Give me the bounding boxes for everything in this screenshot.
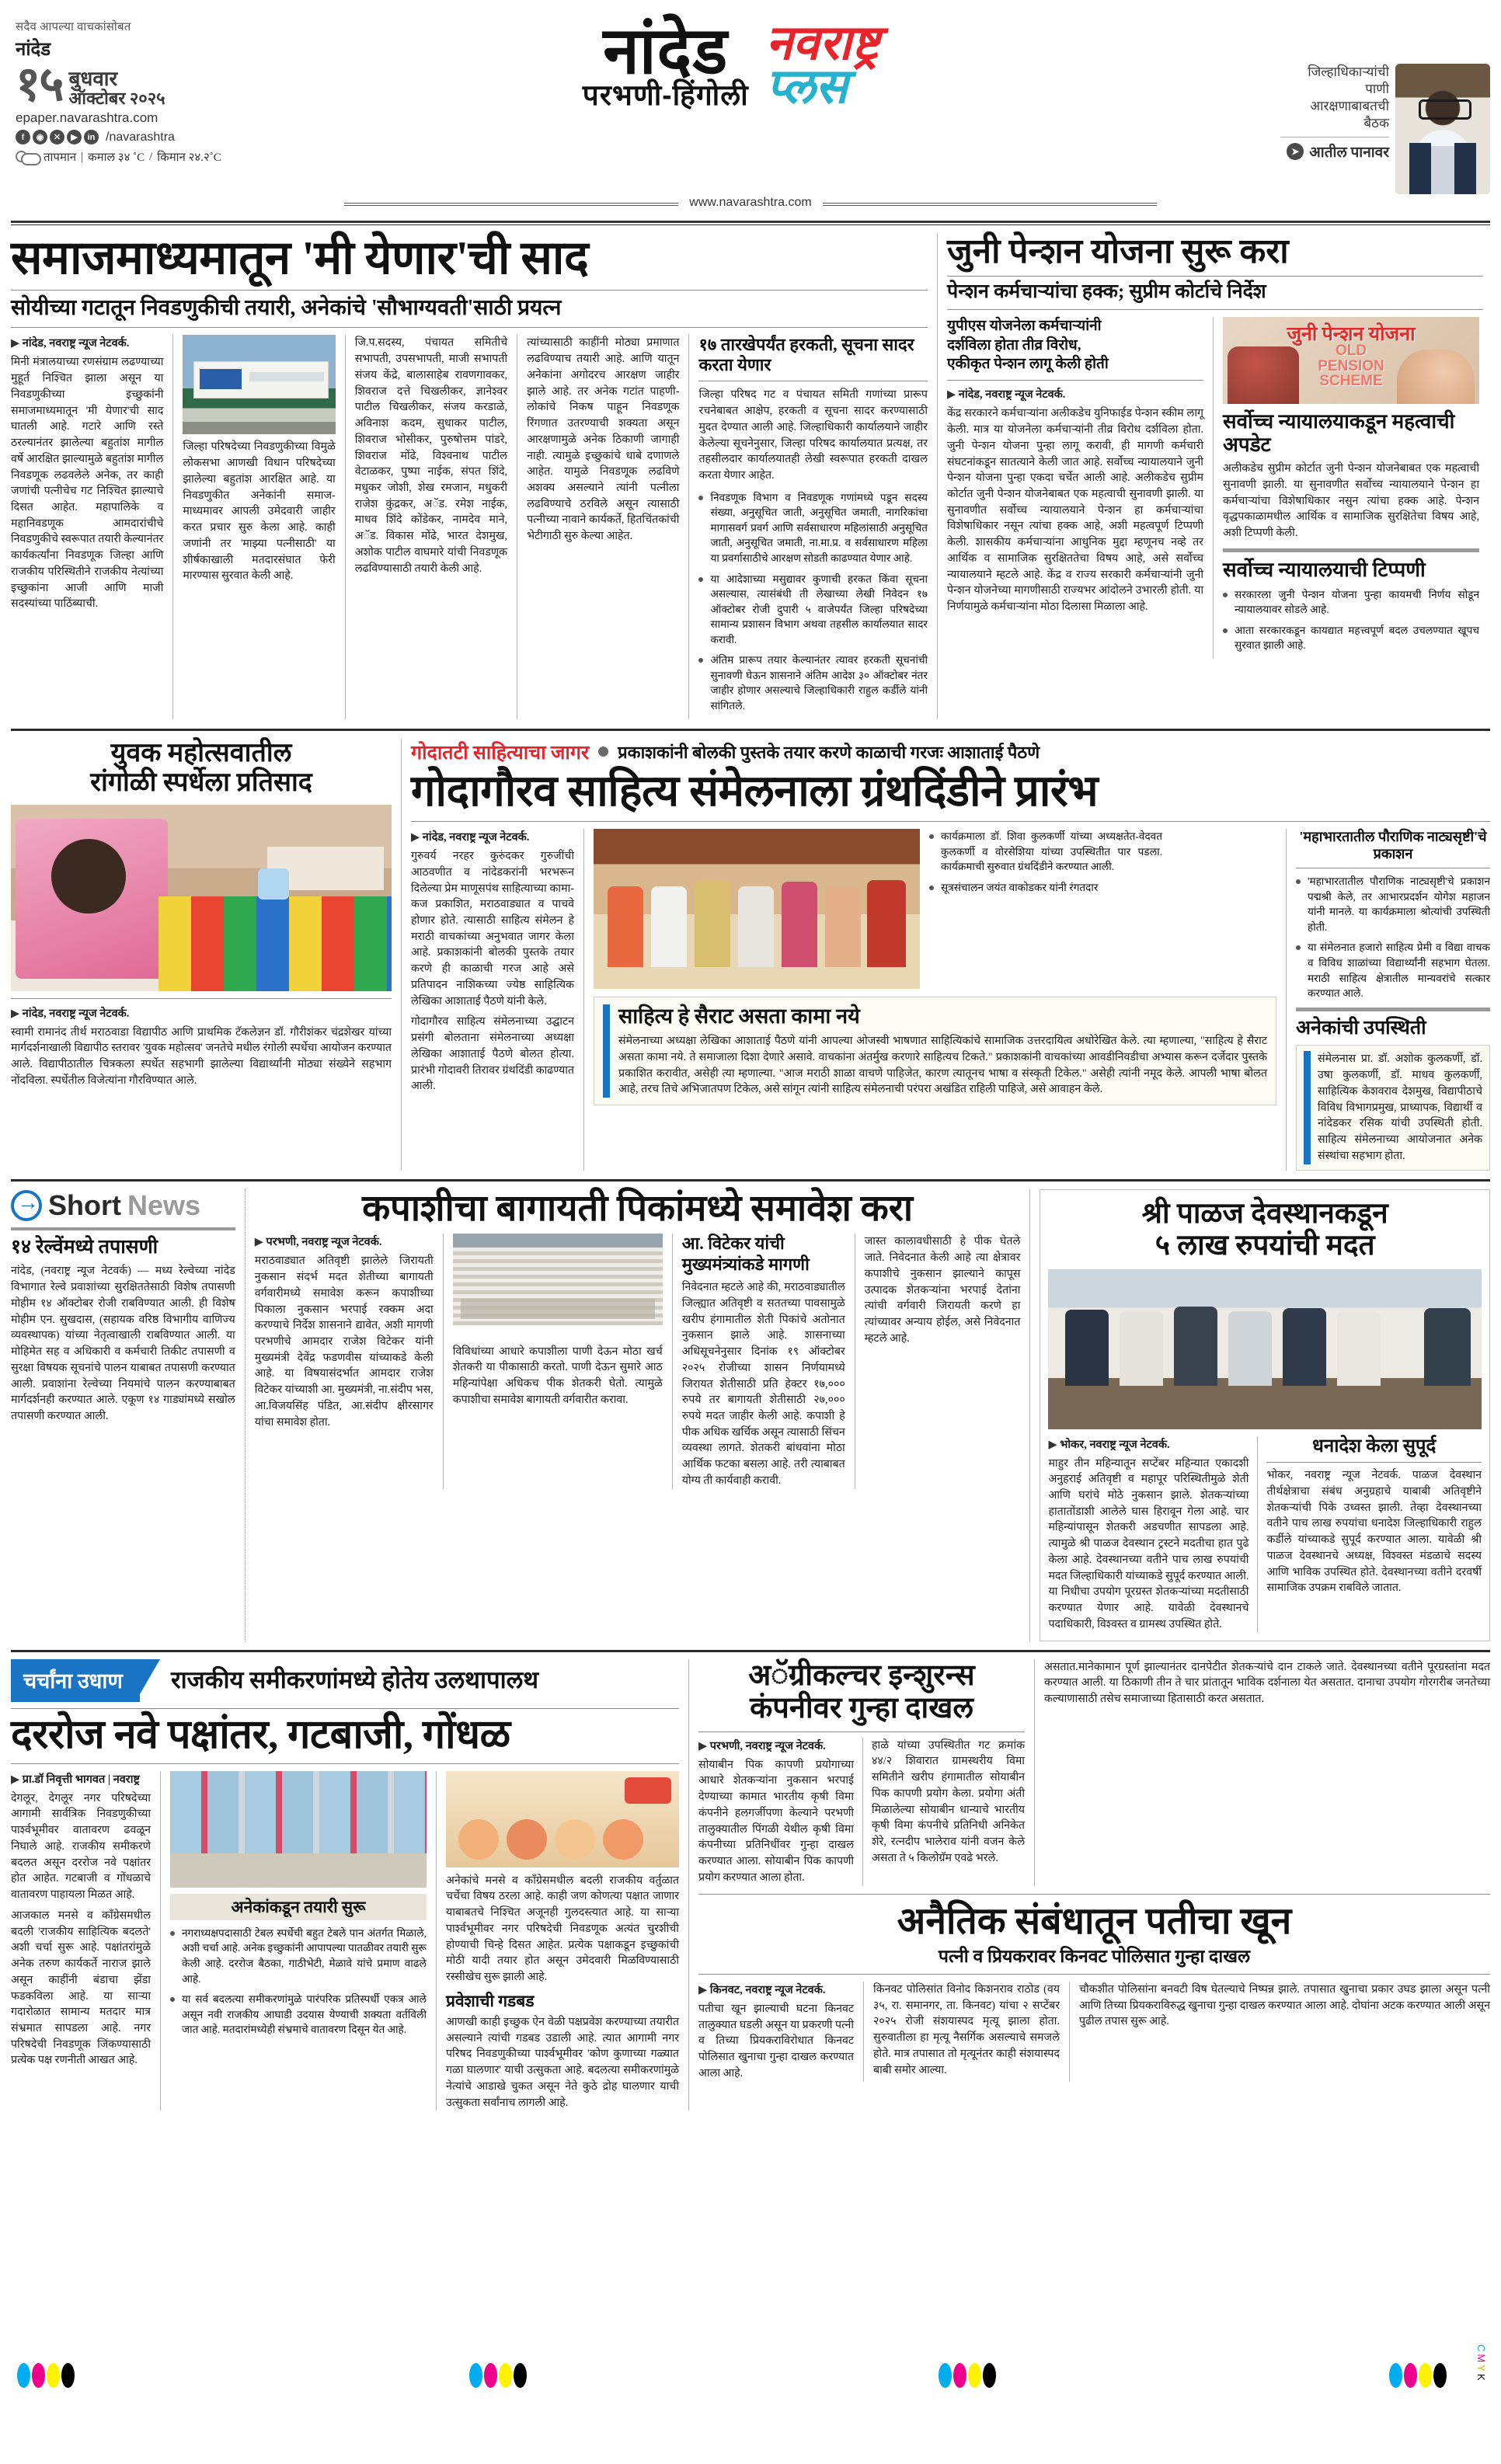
khoon-col2-text: किनवट पोलिसांत विनोद किशनराव राठोड (वय ३५, रा. समानगर, ता. किनवट) यांचा २ सप्टेंबर २०२५ रोजी संशयास्पद मृत्यू झाला होता. सुरुवातीला हा मृत्यू नैसर्गिक असल्याचे समजले होते. मात्र तपासात तो मृत्यूनंतर काही संशयास्पद बाबी समोर आल्या. — [873, 1982, 1060, 2076]
logo-sub-text: परभणी-हिंगोली — [582, 78, 749, 111]
charcha-bullet-1: नगराध्यक्षपदासाठी टेबल स्पर्धेची बहुत टेबले पान अंतर्गत मिळाले, अशी चर्चा आहे. अनेक इच्छुकांनी आपापल्या पातळीवर तयारी सुरू केली आहे. दररोज बैठका, गाठीभेटी, मेळावे यांचे प्रमाण वाढले आहे. — [170, 1926, 427, 1986]
pension-kicker: युपीएस योजनेला कर्मचाऱ्यांनी दर्शविला होता तीव्र विरोध, एकीकृत पेन्शन लागू केली होती — [947, 318, 1109, 373]
lead-byline: ▶ नांदेड, नवराष्ट्र न्यूज नेटवर्क. — [11, 337, 130, 350]
kapus-col-2 — [682, 1234, 845, 1488]
masthead-weekday: बुधवार — [68, 67, 118, 90]
palaj-extra-col — [1044, 1659, 1490, 1886]
section-rule-3 — [11, 1650, 1490, 1652]
khoon-byline: ▶ किनवट, नवराष्ट्र न्यूज नेटवर्क. — [698, 1983, 826, 1996]
masthead-tagline: सदैव आपल्या वाचकांसोबत — [16, 21, 131, 33]
pension-left — [947, 317, 1203, 659]
promo-line-3: आरक्षणाबाबतची — [1310, 99, 1389, 114]
pension-sub2-head: सर्वोच्च न्यायालयाची टिप्पणी — [1223, 558, 1426, 581]
promo-more-link[interactable] — [1287, 141, 1389, 162]
sahitya-col1-text: गुरुवर्य नरहर कुरुंदकर गुरुजींची आठवणीत व नांदेडकरांनी भरभरून दिलेल्या प्रेम माणूसपंथ साहित्याच्या कामा-कज प्रकाशित, मराठवाड्यात व पाचवे होणार होते. त्यासाठी साहित्य संमेलन हे मराठी वाचकांच्या अनुभवात जागर केला आहे. प्रकाशकांनी बोलकी पुस्तके तयार करणे ही काळाची गरज आहे असे प्रतिपादन नाशिकच्या ज्येष्ठ साहित्यिक लेखिका आशाताई पैठणे यांनी केले. — [411, 850, 574, 1008]
charcha-col2-text: अनेकांचे मनसे व काँग्रेसमधील बदली राजकीय वर्तुळात चर्चेचा विषय ठरला आहे. काही जण कोणत्या पक्षात जाणार याबाबतचे निश्चित अजूनही गुलदस्त्यात आहे. या साऱ्या पार्श्वभूमीवर नगर परिषदेची निवडणूक अत्यंत चुरशीची होण्याची चिन्हे दिसत आहेत. प्रत्येक पक्षाकडून इच्छुकांची मोठी यादी तयार होत असून उमेदवारी मिळविण्यासाठी रस्सीखेच सुरू झाली आहे. — [446, 1874, 679, 1984]
promo-line-1: जिल्हाधिकाऱ्यांची — [1308, 64, 1389, 79]
epaper-url[interactable]: epaper.navarashtra.com — [16, 110, 158, 126]
sahitya-dots-col — [929, 829, 1162, 989]
website-url[interactable]: www.navarashtra.com — [689, 196, 812, 209]
section-rule-1 — [11, 729, 1490, 731]
lead-headline[interactable]: समाजमाध्यमातून 'मी येणार'ची साद — [11, 232, 589, 284]
charcha-mid — [170, 1771, 427, 2111]
sahitya-dot-list — [929, 829, 1162, 895]
cmyk-m: M — [1475, 2354, 1487, 2365]
palaj-col-1 — [1048, 1436, 1249, 1633]
kapus-story — [255, 1189, 1021, 1641]
lead-sidebar-box — [698, 335, 928, 719]
khoon-col3-text: चौकशीत पोलिसांना बनवटी विष घेतल्याचे निष्पन्न झाले. तपासात खुनाचा प्रकार उघड झाला असून पत्नी आणि तिच्या प्रियकराविरुद्ध खुनाचा गुन्हा दाखल करण्यात आला आहे. दोघांना अटक करण्यात आली असून पुढील तपास सुरू आहे. — [1079, 1982, 1490, 2028]
sahitya-quote-box — [594, 997, 1276, 1105]
sahitya-right-body: संमेलनास प्रा. डॉ. अशोक कुलकर्णी, डॉ. उषा कुलकर्णी, डॉ. माधव कुलकर्णी, साहित्यिक केशवराव देशमुख, विद्यापीठाचे विविध विभागप्रमुख, प्राध्यापक, विद्यार्थी व नांदेडकर रसिक यांची उपस्थिती होती. साहित्य संमेलनाच्या आयोजनात अनेक संस्थांचा सहभाग होता. — [1318, 1053, 1482, 1162]
promo-line-4: बैठक — [1363, 116, 1389, 131]
header-rule-thin — [11, 224, 1490, 225]
sahitya-photo-wrap — [594, 829, 920, 989]
masthead-promo[interactable] — [1214, 19, 1490, 194]
rangoli-headline[interactable]: युवक महोत्सवातील रांगोळी स्पर्धेला प्रतिसाद — [90, 738, 312, 797]
sahitya-col2-text: गोदागौरव साहित्य संमेलनाच्या उद्घाटन प्रसंगी बोलताना संमेलनाच्या अध्यक्षा लेखिका आशाताई पैठणे बोलत होत्या. प्रारंभी गोदावरी तिरावर ग्रंथदिंडी काढण्यात आली. — [411, 1015, 574, 1093]
lead-box-head: १७ तारखेपर्यंत हरकती, सूचना सादर करता येणार — [698, 335, 914, 375]
agri-left — [698, 1659, 1025, 1886]
sahitya-right-col — [1296, 829, 1490, 1171]
raised-fist-graphic — [1228, 346, 1299, 404]
agri-col2-text: हाळे यांच्या उपस्थितीत गट क्रमांक ४४/२ शिवारात ग्रामस्थरीय विमा समितीने खरीप हंगामातील सोयाबीन पिक कापणी प्रयोग केला. प्रयोगा अंती मिळालेल्या सोयाबीन धान्याचे भारतीय कृषी विमा कंपनीचे प्रतिनिधी अनिकेत शेरे, रत्नदीप भालेराव यांनी वजन केले असता ते ५ किलोग्रॅम एवढे भरले. — [872, 1738, 1025, 1864]
weather-sep: | — [81, 150, 84, 163]
pension-bullet-1: सरकारला जुनी पेन्शन योजना पुन्हा कायमची निर्णय सोडून न्यायालयावर सोडले आहे. — [1223, 587, 1479, 618]
lead-story — [11, 233, 928, 719]
palaj-headline[interactable]: श्री पाळज देवस्थानकडून ५ लाख रुपयांची मदत — [1141, 1197, 1388, 1262]
palaj-sub-body: भोकर, नवराष्ट्र न्यूज नेटवर्क. पाळज देवस्थान तीर्थक्षेत्राचा संबंध अनुग्रहाचे याबाबी अतिवृष्टीने शेतकऱ्यांची पिके उध्वस्त झाली. तेव्हा देवस्थानच्या वतीने पाच लाख रुपयांचा धनादेश जिल्हाधिकारी राहुल कर्डीले यांच्याकडे सुपूर्द करण्यात आला. यावेळी श्री पाळज देवस्थानचे अध्यक्ष, विश्वस्त मंडळाचे सदस्य आणि भाविक उपस्थित होते. देवस्थानच्या वतीने दरवर्षी सामाजिक उपक्रम राबविले जातात. — [1266, 1469, 1482, 1595]
charcha-sub2-body: आणखी काही इच्छुक ऐन वेळी पक्षप्रवेश करण्याच्या तयारीत असल्याने त्यांची गडबड उडाली आहे. त्यात आगामी नगर परिषद निवडणुकीच्या पार्श्वभूमीवर 'कोण कुणाच्या गळ्यात गळा घालणार' याची उत्सुकता आहे. बदलत्या समीकरणांमुळे नेत्यांचे आडाखे चुकत असून नेते कुठे द्रोह घालणार याची उत्सुकता सर्वांनाच लागली आहे. — [446, 2016, 679, 2109]
bullet-dot-icon — [598, 747, 608, 757]
weather-min: किमान २४.२˚C — [157, 151, 221, 165]
arrow-right-icon: ➤ — [1287, 143, 1304, 160]
mid-section — [11, 739, 1490, 1171]
pension-promo-image — [1223, 317, 1479, 404]
palaj-col-2 — [1266, 1436, 1482, 1633]
weather-label: तापमान — [44, 151, 77, 165]
pension-sub1-body: अलीकडेच सुप्रीम कोर्टात जुनी पेन्शन योजनेबाबत एक महत्वाची सुनावणी झाली. या सुनावणीत सर्वोच्च न्यायालयाने पेन्शन हा कर्मचाऱ्यांचा विशेषाधिकार नसुन त्यांचा हक्क आहे. पेन्शन वृद्धपकाळामधील आर्थिक व सामाजिक सुरक्षितेचा विषय आहे, अशी टिप्पणी केली. — [1223, 462, 1479, 540]
charcha-photo — [170, 1771, 427, 1888]
sahitya-right-dot-1: 'महाभारतातील पौराणिक नाट्यसृष्टी'चे प्रकाशन पद्मश्री केले, तर आभारप्रदर्शन योगेश महाजन यांनी मानले. या कार्यक्रमाला श्रोत्यांची उपस्थिती होती. — [1296, 874, 1490, 934]
kapus-photo — [453, 1234, 663, 1325]
rule-right — [823, 203, 1157, 204]
header-rule-thick — [11, 221, 1490, 223]
charcha-sub2-head: प्रवेशाची गडबड — [446, 1991, 535, 2010]
weather-strip — [16, 149, 249, 165]
khoon-col1-text: पतीचा खून झाल्याची घटना किनवट तालुक्यात घडली असून या प्रकरणी पत्नी व तिच्या प्रियकराविरोधात किनवट पोलिसात खुनाचा गुन्हा दाखल करण्यात आला आहे. — [698, 2002, 854, 2079]
arrow-circle-icon — [11, 1190, 42, 1221]
sahitya-kicker-red: गोदातटी साहित्याचा जागर — [411, 742, 590, 764]
lead-col-1 — [11, 335, 163, 719]
facebook-icon[interactable]: f — [16, 130, 30, 144]
cmyk-c: C — [1475, 2344, 1487, 2354]
linkedin-icon[interactable]: in — [84, 130, 99, 144]
lead-bullet-3: अंतिम प्रारूप तयार केल्यानंतर त्यावर हरकती सूचनांची सुनावणी घेऊन शासनाने अंतिम आदेश ३० ऑक्टोबर नंतर जाहीर होणार असल्याचे जिल्हाधिकारी राहुल कर्डीले यांनी सांगितले. — [698, 653, 928, 713]
sahitya-kicker-row — [411, 739, 1490, 765]
short-news — [11, 1189, 235, 1641]
charcha-columns — [11, 1771, 679, 2111]
lead-col4-text: त्यांच्यासाठी काहींनी मोठ्या प्रमाणात लढविण्याच तयारी आहे. आणि यातून अनेकांना अगोदरच आरक्षण जाहीर झाले आहे. तर अनेक गटांत पाहणी-लोकांचे निकष पाहून निवडणूक रिंगणात उतरण्याची शक्यता असून आरक्षणामुळे अनेक ठिकाणी जागाही नाही. त्यामुळे इच्छुकांचे धाबे दणाणले आहेत. यामुळे निवडणूक लढविणे अशक्य असल्याने त्यांनी पत्नीला लढविण्याचे ठरविले असून त्यासाठी पत्नीच्या नावाने कार्यकर्ते, हितचिंतकांची भेटीगाठी सुरु केल्या आहेत. — [527, 336, 680, 543]
masthead-month-year: ऑक्टोबर २०२५ — [68, 88, 165, 108]
sahitya-dot-1: कार्यक्रमाला डॉ. शिवा कुलकर्णी यांच्या अध्यक्षतेत-वेदवत कुलकर्णी व वोरसेशिया यांच्या उपस्थितीत पार पडला. कार्यक्रमाची सुरुवात ग्रंथदिंडीने करण्यात आली. — [929, 829, 1162, 875]
pension-subhead: पेन्शन कर्मचाऱ्यांचा हक्क; सुप्रीम कोर्टाचे निर्देश — [947, 281, 1266, 303]
charcha-headline[interactable]: दररोज नवे पक्षांतर, गटबाजी, गोंधळ — [11, 1712, 510, 1757]
palaj-photo — [1048, 1269, 1482, 1429]
palaj-sub-head: धनादेश केला सुपूर्द — [1312, 1436, 1437, 1456]
kapus-col3-text: विविधांच्या आधारे कपाशीला पाणी देऊन मोठा खर्च शेतकरी या पीकासाठी करतो. पाणी देऊन सुमारे आठ महिन्यांपेक्षा अधिकच पीक शेतकरी घेतो. त्यामुळे कपाशीचा समावेश बागायती वर्गवारीत करावा. — [452, 1345, 663, 1406]
palaj-extra-text: असतात.मानेकामान पूर्ण झाल्यानंतर दानपेटीत शेतकऱ्यांचे दान टाकले जाते. देवस्थानच्या वतीने पूरग्रस्तांना मदत करण्यात आली. या ठिकाणी तीन ते चार प्रांतातून भाविक दर्शनाला येत असतात. दानाचा उपयोग गोरगरीब जनतेच्या कल्याणासाठी तसेच समाजाच्या हितासाठी करत असतात. — [1044, 1660, 1490, 1706]
charcha-story — [11, 1659, 679, 2111]
kapus-subhead: आ. विटेकर यांची मुख्यमंत्र्यांकडे मागणी — [681, 1234, 810, 1274]
cmyk-registration-marks — [0, 2363, 1501, 2389]
logo-brand-navarashtra: नवराष्ट्र — [765, 16, 880, 70]
sahitya-kicker-black: प्रकाशकांनी बोलकी पुस्तके तयार करणे काळाची गरजः आशाताई पैठणे — [618, 742, 1040, 762]
kapus-col1-text: मराठवाड्यात अतिवृष्टी झालेले जिरायती नुकसान संदर्भ मदत शेतीच्या बागायती वर्गवारीमध्ये समावेश करून कपाशीच्या पिकाला नुकसान भरपाई रक्कम अदा करण्याचे निर्देश शासनाने द्यावेत, अशी मागणी परभणीचे आमदार राजेश विटेकर यांनी मुख्यमंत्री देवेंद्र फडणवीस यांच्याकडे केली आहे. या विषयासंदर्भात आमदार राजेश विटेकर यांच्याशी आ. मुख्यमंत्री, ना.संदीप भस, आ.विजयसिंह पंडित, आ.संदीप क्षीरसागर यांचा समावेश होता. — [254, 1255, 434, 1429]
social-handle: /navarashtra — [106, 130, 175, 144]
masthead-dateline — [16, 58, 249, 111]
charcha-col-last-text: आजकाल मनसे व काँग्रेसमधील बदली 'राजकीय साहित्यिक बदलते' अशी चर्चा सुरू आहे. पक्षांतरांमुळे अनेक तरुण कार्यकर्ते नाराज झाले असून काहींनी बंडाचा झेंडा फडकविला आहे. या साऱ्या गदारोळात सामान्य मतदार मात्र संभ्रमात सापडला आहे. नगर परिषदेची निवडणूक जिंकण्यासाठी प्रत्येक पक्ष रणनीती आखत आहे. — [11, 1909, 151, 2067]
masthead-day: १५ — [16, 58, 63, 111]
pension-promo-title: जुनी पेन्शन योजना — [1287, 324, 1416, 346]
pension-story — [947, 233, 1483, 719]
sahitya-box-head: साहित्य हे सैराट असता कामा नये — [618, 1004, 860, 1028]
palaj-byline: ▶ भोकर, नवराष्ट्र न्यूज नेटवर्क. — [1048, 1438, 1170, 1451]
charcha-col1-text: देगलूर, देगलूर नगर परिषदेच्या आगामी सार्वत्रिक निवडणुकीच्या पार्श्वभूमीवर वातावरण ढवळून निघाले आहे. राजकीय समीकरणे बदलत असून दररोज नवे पक्षांतर होत आहेत. गटबाजी व गोंधळाचे वातावरण पाहायला मिळत आहे. — [11, 1791, 151, 1902]
lead-box-body: जिल्हा परिषद गट व पंचायत समिती गणांच्या प्रारूप रचनेबाबत आक्षेप, हरकती व सूचना सादर करण्यासाठी मुदत देण्यात आली आहे. जिल्हाधिकारी कार्यालयाने जाहीर केलेल्या सूचनेनुसार, जिल्हा परिषद कार्यालयात प्रत्यक्ष, तर तहसीलदार कार्यालयातही लेखी स्वरूपात हरकती दाखल करता येणार आहेत. — [698, 388, 928, 482]
website-bar — [11, 196, 1490, 210]
short-news-body: नांदेड, (नवराष्ट्र न्यूज नेटवर्क) — मध्य रेल्वेच्या नांदेड विभागात रेल्वे प्रवाशांच्या सुरक्षिततेसाठी विशेष तपासणी मोहीम १४ ऑक्टोबर रोजी राबविण्यात आली. ही विशेष मोहीम एन. सुखदास, (सहायक वरिष्ठ विभागीय वाणिज्य व्यवस्थापक) यांच्या नेतृत्वाखाली राबविण्यात आली. या मोहिमेत सह व अधिकारी व कर्मचारी तिकीट तपासणी व सुरक्षा विषयक सूचनांचे पालन याबाबत तपासणी करण्यात आली. प्रवाशांना रेल्वेच्या नियमांचे पालन करण्याबाबत मार्गदर्शनही करण्यात आले. एकूण १४ गाड्यांमध्ये सखोल तपासणी करण्यात आली. — [11, 1265, 235, 1422]
short-news-title-1: Short — [48, 1188, 121, 1221]
kapus-col-4 — [865, 1234, 1021, 1346]
kapus-col-1 — [255, 1234, 434, 1430]
weather-div: / — [149, 150, 153, 163]
lead-col-2 — [183, 335, 335, 719]
agri-byline: ▶ परभणी, नवराष्ट्र न्यूज नेटवर्क. — [698, 1739, 826, 1752]
logo-main-text: नांदेड — [603, 14, 729, 88]
masthead-left — [11, 19, 249, 165]
partly-cloudy-icon — [16, 149, 39, 165]
masthead-city: नांदेड — [16, 40, 51, 60]
khoon-col-1 — [698, 1982, 854, 2082]
cmyk-k: K — [1475, 2374, 1487, 2383]
lead-photo — [183, 335, 335, 434]
pension-columns — [947, 317, 1483, 659]
khoon-subhead: पत्नी व प्रियकरावर किनवट पोलिसात गुन्हा दाखल — [938, 1947, 1251, 1967]
lead-bullet-2: या आदेशाच्या मसुद्यावर कुणाची हरकत किंवा सूचना असल्यास, त्यासंबंधी ती लेखाच्या लेखी निवेदन १७ ऑक्टोबर रोजी दुपारी ५ वाजेपर्यंत जिल्हा परिषदेच्या सामान्य प्रशासन विभाग अथवा तहसील कार्यालयात सादर करावी. — [698, 572, 928, 648]
lead-col1-text: मिनी मंत्रालयाच्या रणसंग्राम लढण्याच्या मुहूर्त निश्चित झाला असून या निवडणुकीच्या इच्छुकांनी समाजमाध्यमातून 'मी येणार'ची साद घातली आहे. गटारे आणि रस्ते ठरल्यानंतर झालेल्या बहुतांश मागील वर्षे आरक्षित झाल्यामुळे बहुतांश मागील निवडणूक लढवलेले अनेक, तर काही जणांची पत्नीचेच गट निश्चित झाल्याचे दिसत आहेत. महापालिके व महानिवडणूक आमदारांचीचे निवडणुकीचे स्वरूपात तयारी केल्यानंतर कार्यकर्त्यांना निवडणूक जिल्हा आणि राजकीय परिस्थितीने राजकीय नेत्यांच्या इच्छुकांना आजी आणि माजी सदस्यांच्या पाठिंब्याची. — [11, 356, 164, 611]
kapus-col4-text: जास्त कालावधीसाठी हे पीक घेतले जाते. निवेदनात केली आहे त्या क्षेत्रावर कपाशीचे नुकसान झाल्याने कापूस उत्पादक शेतकऱ्यांना भरपाई देतांना त्यांची वर्गवारी जिरायती करणे हा त्यांच्यावर अन्याय होईल, असे निवेदनात म्हटले आहे. — [864, 1235, 1021, 1345]
charcha-col-1 — [11, 1771, 151, 2111]
charcha-col-2 — [446, 1771, 679, 2111]
cmyk-label — [1475, 2344, 1487, 2383]
charcha-band — [11, 1659, 679, 1702]
sahitya-columns — [411, 829, 1490, 1171]
lead-col3-text: जि.प.सदस्य, पंचायत समितीचे सभापती, उपसभापती, माजी सभापती संजय केंद्रे, बालासाहेब रावणगावकर, शिवराज दत्ते चिखलीकर, ज्ञानेश्वर पाटील चिखलीकर, संजय करडाळे, अविनाश कदम, सुधाकर पाटील, शिवराज भोसीकर, पुरुषोत्तम पांडरे, शिवराज मोंढे, विश्वनाथ पाटील वेटाळकर, पुष्पा नाईक, संपत शिंदे, मधुकर जोशी, शेख रमजान, मधुकरी राजेश कुंद्रकर, अॅड. रमेश नाईक, माधव शिंदे कोंडेकर, नामदेव माने, अॅड. विकास मोंढे, भारत देशमुख, अशोक पाटील वाघमारे यांची निवडणूक लढविण्यासाठी तयारी केली आहे. — [354, 336, 508, 575]
bottom-section — [11, 1659, 1490, 2111]
sahitya-right-dot-2: या संमेलनात हजारो साहित्य प्रेमी व विद्या वाचक व विविध शाळांच्या विद्यार्थ्यांनी सहभाग घेतला. मराठी साहित्य क्षेत्रातील मान्यवरांचे सत्कार करण्यात आले. — [1296, 940, 1490, 1001]
agri-khoon-wrap — [698, 1659, 1490, 2082]
lead-columns — [11, 335, 928, 719]
youtube-icon[interactable]: ▶ — [67, 130, 82, 144]
agri-headline[interactable]: अॅग्रीकल्चर इन्शुरन्स कंपनीवर गुन्हा दाखल — [748, 1658, 975, 1725]
khoon-headline[interactable]: अनैतिक संबंधातून पतीचा खून — [897, 1900, 1292, 1942]
rangoli-photo — [11, 805, 392, 991]
hands-graphic — [1397, 350, 1475, 404]
promo-photo — [1395, 64, 1490, 194]
lead-box-bullets — [698, 490, 928, 714]
lead-col2-text: जिल्हा परिषदेच्या निवडणुकीच्या विमुळे लोकसभा आणखी विधान परिषदेच्या झालेल्या बहुतांश आरक्षित आहे. या निवडणुकीत अनेकांनी समाज-माध्यमावर आपली उमेदवारी जाहीर करत प्रचार सुरु केला आहे. काही जणांनी तर 'माझ्या पत्नीसाठी' या शीर्षकाखाली मतदारसंघात फेरी मारण्यास सुरवात केली आहे. — [183, 440, 336, 583]
sahitya-subhead: 'महाभारतातील पौराणिक नाट्यसृष्टी'चे प्रकाशन — [1299, 829, 1487, 861]
top-section — [11, 233, 1490, 719]
charcha-cartoon — [446, 1771, 679, 1867]
x-icon[interactable]: ✕ — [50, 130, 64, 144]
sahitya-box-body: संमेलनाच्या अध्यक्षा लेखिका आशाताई पैठणे यांनी आपल्या ओजस्वी भाषणात साहित्यिकांचे सामाजिक उत्तरदायित्व अधोरेखित केले. त्या म्हणाल्या, "साहित्य हे सैराट असता कामा नये. ते समाजाला दिशा देणारे असावे. वाचकांना अंतर्मुख करणारे साहित्यच टिकते." प्रकाशकांनी वाचकांच्या आवडीनिवडीचा अभ्यास करून दर्जेदार पुस्तके प्रकाशित करावीत, असेही त्या म्हणाल्या. "आज मराठी शाळा वाचणे पाहिजेत, कारण त्यातूनच भाषा व संस्कृती टिकेल." असेही त्यांनी नमूद केले. आपली भाषा बोलत आहे, तरच तिचे अभिजातपण टिकेल, असे सांगून त्यांनी साहित्य संमेलनाची परंपरा अखंडित राहिली पाहिजे, असे आवाहन केले. — [618, 1035, 1267, 1096]
sahitya-main — [594, 829, 1276, 1171]
agri-story — [698, 1659, 1490, 1886]
masthead-logo — [249, 14, 1214, 114]
sahitya-col-1 — [411, 829, 574, 1171]
lead-col-4 — [527, 335, 679, 719]
lead-col-3 — [355, 335, 507, 719]
kapus-col2-text: निवेदनात म्हटले आहे की, मराठवाड्यातील जिल्ह्यात अतिवृष्टी व सततच्या पावसामुळे खरीप हंगामातील शेती पिकांचे अतोनात नुकसान झाले आहे. शासनाच्या अधिसूचनेनुसार दिनांक १९ ऑक्टोबर २०२५ रोजीच्या शासन निर्णयामध्ये जिरायत शेतीसाठी प्रति हेक्टर १७,००० रुपये तर बागायती शेतीसाठी २७,००० रुपये मदत जाहीर केली आहे. कपाशी हे पीक अधिक खर्चिक असून त्यासाठी सिंचन व्यवस्था लागते. शेतकरी बांधवांना मोठा आर्थिक फटका बसला आहे. तरी त्याबाबत योग्य ती कार्यवाही करावी. — [681, 1281, 845, 1487]
pension-body: केंद्र सरकारने कर्मचाऱ्यांना अलीकडेच युनिफाईड पेन्शन स्कीम लागू केली. मात्र या योजनेला कर्मचाऱ्यांनी तीव्र विरोध दर्शविला होता. जुनी पेन्शन योजना पुन्हा लागू करावी, ही मागणी कर्मचारी संघटनांकडून सातत्याने केली जात आहे. सर्वोच्च न्यायालयाने जुनी पेन्शन योजना पुन्हा एकदा चर्चेत आली आहे. अलीकडेच सुप्रीम कोर्टात जुनी पेन्शन योजनेबाबत एक महत्वाची सुनावणी झाली. या सुनावणीत सर्वोच्च न्यायालयाने पेन्शन हा कर्मचाऱ्यांचा विशेषाधिकार नसून त्यांचा हक्क आहे, अशी महत्वपूर्ण टिप्पणी केली. शासकीय कर्मचाऱ्यांना आधुनिक मुद्दा म्हणूनच नव्हे तर आर्थिक व सामाजिक सुरक्षिततेचा विषय आहे, असे सर्वोच्च न्यायालयाने म्हटले आहे. केंद्र व राज्य सरकारी कर्मचाऱ्यांनी जुनी पेन्शन योजनेच्या मागणीसाठी राज्यभर आंदोलने उभारली होती. या निर्णयामुळे कर्मचाऱ्यांना मोठा दिलासा मिळाला आहे. — [947, 407, 1203, 614]
short-news-head[interactable]: १४ रेल्वेंमध्ये तपासणी — [11, 1236, 158, 1258]
promo-line-2: पाणी — [1365, 82, 1389, 97]
weather-max: कमाल ३४ ˚C — [88, 151, 145, 165]
section-rule-2 — [11, 1179, 1490, 1182]
kapus-byline: ▶ परभणी, नवराष्ट्र न्यूज नेटवर्क. — [254, 1236, 382, 1249]
palaj-body: माहुर तीन महिन्यातून सप्टेंबर महिन्यात एकादशी अनुहराई अतिवृष्टी व महापूर परिस्थितीमुळे शेती आणि घरांचे मोठे नुकसान झाले. शेतकऱ्यांच्या हातातोंडाशी आलेले घास हिरावून गेला आहे. चार महिन्यांपासून शेतकरी अडचणीत सापडला आहे. त्यामुळे श्री पाळज देवस्थान ट्रस्टने मदतीचा हात पुढे केला आहे. देवस्थानच्या वतीने पाच लाख रुपयांची मदत जिल्हाधिकारी यांच्याकडे सुपूर्द करण्यात आली. या निधीचा उपयोग पूरग्रस्त शेतकऱ्यांच्या मदतीसाठी करण्यात येणार आहे. यावेळी देवस्थानचे पदाधिकारी, विश्वस्त व ग्रामस्थ उपस्थित होते. — [1048, 1456, 1249, 1630]
third-section — [11, 1189, 1490, 1641]
lead-subhead: सोयीच्या गटातून निवडणुकीची तयारी, अनेकांचे 'सौभाग्यवती'साठी प्रयत्न — [11, 295, 562, 320]
sahitya-story — [411, 739, 1490, 1171]
kapus-caption — [453, 1325, 663, 1340]
charcha-bullet-2: या सर्व बदलत्या समीकरणांमुळे पारंपरिक प्रतिस्पर्धी एकत्र आले असून नवी राजकीय आघाडी उदयास येण्याची शक्यता वर्तविली जात आहे. मतदारांमध्येही संभ्रमाचे वातावरण दिसून येत आहे. — [170, 1992, 427, 2038]
promo-more-label: आतील पानावर — [1309, 144, 1389, 162]
kapus-photo-col — [453, 1234, 663, 1408]
pension-right — [1223, 317, 1479, 659]
charcha-byline: ▶ प्रा.डॉ निवृत्ती भागवत | नवराष्ट्र — [11, 1773, 140, 1786]
masthead — [11, 0, 1490, 194]
sahitya-right-dots — [1296, 874, 1490, 1001]
charcha-bullets — [170, 1926, 427, 2038]
khoon-story — [698, 1902, 1490, 2082]
pension-promo-sub: OLD PENSION SCHEME — [1318, 343, 1384, 390]
logo-brand-plus: प्लस — [765, 60, 848, 114]
palaj-story — [1040, 1189, 1490, 1641]
rangoli-byline: ▶ नांदेड, नवराष्ट्र न्यूज नेटवर्क. — [11, 1007, 130, 1020]
sahitya-byline: ▶ नांदेड, नवराष्ट्र न्यूज नेटवर्क. — [411, 831, 530, 844]
pension-headline[interactable]: जुनी पेन्शन योजना सुरू करा — [947, 232, 1289, 270]
agri-col1-text: सोयाबीन पिक कापणी प्रयोगाच्या आधारे शेतकऱ्यांना नुकसान भरपाई देण्याच्या कामात भारतीय कृषी विमा कंपनीने हलगर्जीपणा केल्याने परभणी तालुक्यातील पिंगळी येथील कृषी विमा कंपनीच्या प्रतिनिधींवर गुन्हा दाखल करण्यात आला. सोयाबीन पिक कापणी प्रयोग करण्यात आला होता. — [698, 1758, 854, 1884]
charcha-sub-head: अनेकांकडून तयारी सुरू — [170, 1894, 427, 1920]
sahitya-headline[interactable]: गोदागौरव साहित्य संमेलनाला ग्रंथदिंडीने प्रारंभ — [411, 767, 1099, 816]
pension-bullet-2: आता सरकारकडून कायद्यात महत्त्वपूर्ण बदल उचलण्यात खूपच सुरवात झाली आहे. — [1223, 623, 1479, 653]
logo-nanded — [582, 14, 749, 111]
rule-left — [344, 203, 678, 204]
social-links[interactable] — [16, 130, 249, 144]
khoon-col-3 — [1079, 1982, 1490, 2082]
charcha-chip: चर्चांना उधाण — [11, 1659, 140, 1702]
logo-navarashtra-plus — [765, 16, 880, 114]
lead-bullet-1: निवडणूक विभाग व निवडणूक गणांमध्ये पडून सदस्य संख्या, अनुसूचित जाती, अनुसूचित जमाती, नागरिकांचा मागासवर्ग प्रवर्ग आणि सर्वसाधारण महिलांसाठी अनुसूचित जाती, अनुसूचित जमाती, ना.मा.प्र. व सर्वसाधारण महिला या प्रवर्गासाठीचे आरक्षण सोडती काढण्यात येणार आहे. — [698, 490, 928, 566]
short-news-logo — [11, 1189, 235, 1222]
rangoli-body: स्वामी रामानंद तीर्थ मराठवाडा विद्यापीठ आणि प्राथमिक टॅकलेज्ञन डॉ. गौरीशंकर चंद्रशेखर यांच्या मार्गदर्शनाखाली विद्यापीठ स्तरावर 'युवक महोत्सव' जनतेचे मधील रंगोली स्पर्धेचा आयोजन करण्यात आले. विद्यापीठातील चित्रकला स्पर्धेत सहभागी झालेल्या विद्यार्थ्यांनी मोठ्या संख्येने सहभाग नोंदविला. स्पर्धेतील विजेत्यांना गौरविण्यात आले. — [11, 1025, 392, 1087]
sahitya-dot-2: सूत्रसंचालन जयंत वाकोडकर यांनी रंगतदार — [929, 880, 1162, 896]
cmyk-y: Y — [1475, 2365, 1487, 2375]
rangoli-story — [11, 739, 392, 1171]
kapus-headline[interactable]: कपाशीचा बागायती पिकांमध्ये समावेश करा — [362, 1188, 914, 1229]
pension-byline: ▶ नांदेड, नवराष्ट्र न्यूज नेटवर्क. — [947, 388, 1066, 402]
short-news-title-2: News — [127, 1188, 201, 1221]
instagram-icon[interactable]: ◉ — [33, 130, 47, 144]
khoon-col-2 — [873, 1982, 1060, 2082]
charcha-band-head: राजकीय समीकरणांमध्ये होतेय उलथापालथ — [170, 1665, 539, 1693]
pension-sub1-head: सर्वोच्च न्यायालयाकडून महत्वाची अपडेट — [1223, 410, 1455, 457]
pension-sub2-bullets — [1223, 587, 1479, 653]
sahitya-photo — [594, 829, 920, 989]
sahitya-right-head: अनेकांची उपस्थिती — [1296, 1017, 1426, 1039]
